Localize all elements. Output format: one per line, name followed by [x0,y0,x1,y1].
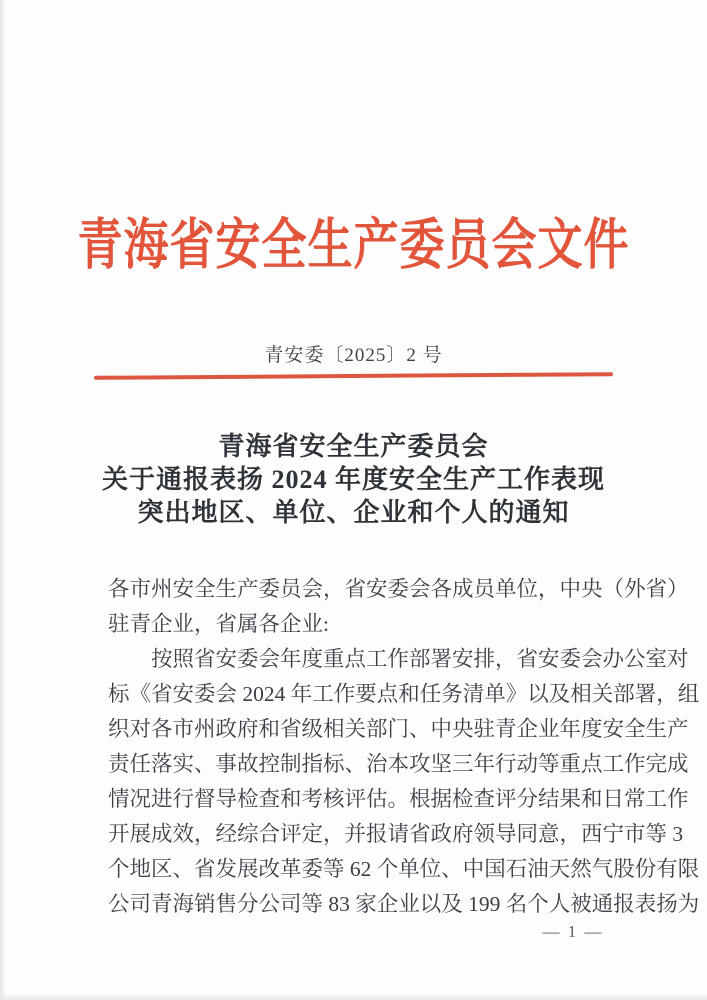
body-line: 按照省安委会年度重点工作部署安排，省安委会办公室对 [151,647,689,671]
page-number: — 1 — [542,922,604,941]
body-line: 驻青企业，省属各企业: [108,612,329,636]
document-title-line: 青海省安全生产委员会 [218,432,489,461]
document-title-line: 关于通报表扬 2024 年度安全生产工作表现 [101,465,605,494]
document-body [108,572,700,922]
body-line: 标《省安委会 2024 年工作要点和任务清单》以及相关部署，组 [108,682,700,706]
document-title-line: 突出地区、单位、企业和个人的通知 [137,498,570,527]
body-line: 各市州安全生产委员会，省安委会各成员单位，中央（外省） [108,577,689,601]
scan-edge-bottom [0,994,707,1000]
scan-edge-left [0,0,6,1000]
document-title [40,430,667,529]
body-line: 公司青海销售分公司等 83 家企业以及 199 名个人被通报表扬为 [108,892,700,916]
body-line: 个地区、省发展改革委等 62 个单位、中国石油天然气股份有限 [108,857,700,881]
red-header-rule [94,372,613,380]
body-line: 情况进行督导检查和考核评估。根据检查评分结果和日常工作 [108,787,689,811]
body-line: 责任落实、事故控制指标、治本攻坚三年行动等重点工作完成 [108,752,689,776]
body-line: 织对各市州政府和省级相关部门、中央驻青企业年度安全生产 [108,717,689,741]
agency-header-banner: 青海省安全生产委员会文件 [77,214,630,276]
body-line: 开展成效，经综合评定，并报请省政府领导同意，西宁市等 3 [108,822,684,846]
document-number: 青安委〔2025〕2 号 [264,345,443,366]
